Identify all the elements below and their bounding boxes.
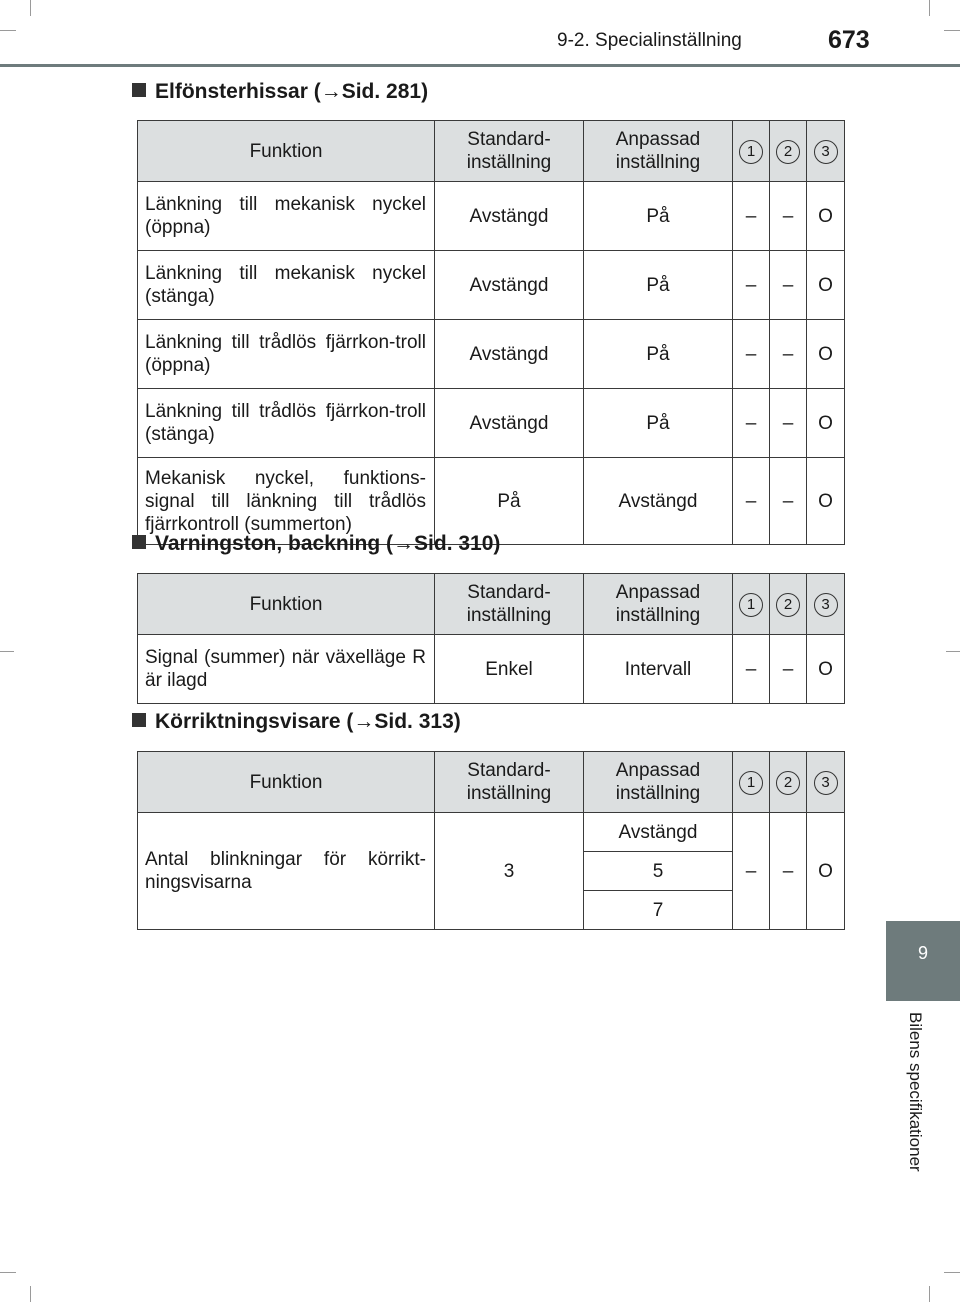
heading-text: Elfönsterhissar (→Sid. 281) — [155, 80, 429, 103]
col-3 — [807, 574, 845, 635]
cell-anpassad: På — [584, 182, 733, 251]
header-rule — [0, 64, 960, 67]
circled-number-3: 3 — [814, 593, 838, 617]
circled-number-2: 2 — [776, 140, 800, 164]
col-1 — [733, 752, 770, 813]
cell-funktion: Signal (summer) när växelläge R är ilagd — [138, 635, 435, 704]
cell-anpassad: På — [584, 389, 733, 458]
cell-anpassad: Intervall — [584, 635, 733, 704]
settings-table-varningston — [137, 573, 845, 704]
cell-2: – — [770, 251, 807, 320]
crop-mark — [30, 1286, 31, 1302]
cell-funktion: Antal blinkningar för körrikt-ningsvisarna — [138, 813, 435, 930]
crop-mark — [0, 30, 16, 31]
page-number: 673 — [828, 26, 870, 54]
cell-standard: Avstängd — [435, 320, 584, 389]
col-funktion: Funktion — [138, 574, 435, 635]
crop-mark — [944, 1272, 960, 1273]
cell-funktion: Länkning till mekanisk nyckel (stänga) — [138, 251, 435, 320]
cell-1: – — [733, 182, 770, 251]
cell-1: – — [733, 813, 770, 930]
col-anpassad: Anpassad inställning — [584, 121, 733, 182]
col-3 — [807, 752, 845, 813]
col-2 — [770, 574, 807, 635]
cell-standard: Avstängd — [435, 389, 584, 458]
settings-table-korriktningsvisare — [137, 751, 845, 930]
heading-text: Varningston, backning (→Sid. 310) — [155, 532, 501, 555]
cell-1: – — [733, 389, 770, 458]
chapter-tab — [886, 921, 960, 1001]
col-funktion: Funktion — [138, 752, 435, 813]
cell-anpassad-option: 5 — [584, 852, 733, 891]
table-header-row — [138, 752, 845, 813]
circled-number-1: 1 — [739, 593, 763, 617]
crop-mark — [929, 0, 930, 16]
table-header-row — [138, 574, 845, 635]
crop-mark — [30, 0, 31, 16]
section-heading-varningston — [132, 532, 500, 556]
heading-text: Körriktningsvisare (→Sid. 313) — [155, 710, 461, 733]
cell-1: – — [733, 635, 770, 704]
cell-anpassad: På — [584, 320, 733, 389]
cell-anpassad: Avstängd — [584, 458, 733, 545]
circled-number-3: 3 — [814, 771, 838, 795]
settings-table-elfonsterhissar — [137, 120, 845, 545]
bullet-square-icon — [132, 535, 146, 549]
table-row — [138, 813, 845, 852]
cell-2: – — [770, 635, 807, 704]
cell-3: O — [807, 389, 845, 458]
cell-3: O — [807, 320, 845, 389]
crop-mark — [0, 1272, 16, 1273]
table-row — [138, 182, 845, 251]
cell-standard: Avstängd — [435, 251, 584, 320]
crop-mark — [946, 651, 960, 652]
col-1 — [733, 121, 770, 182]
table-row — [138, 389, 845, 458]
cell-funktion: Länkning till mekanisk nyckel (öppna) — [138, 182, 435, 251]
cell-2: – — [770, 320, 807, 389]
chapter-label: Bilens specifikationer — [906, 1012, 925, 1172]
table-header-row — [138, 121, 845, 182]
circled-number-1: 1 — [739, 140, 763, 164]
cell-standard: På — [435, 458, 584, 545]
circled-number-1: 1 — [739, 771, 763, 795]
section-heading-korriktningsvisare — [132, 710, 461, 734]
cell-anpassad-option: 7 — [584, 891, 733, 930]
crop-mark — [0, 651, 14, 652]
cell-standard: Enkel — [435, 635, 584, 704]
cell-funktion: Länkning till trådlös fjärrkon-troll (stänga) — [138, 389, 435, 458]
col-standard: Standard- inställning — [435, 752, 584, 813]
circled-number-3: 3 — [814, 140, 838, 164]
cell-anpassad: På — [584, 251, 733, 320]
crop-mark — [944, 30, 960, 31]
section-heading-elfonsterhissar — [132, 80, 428, 104]
col-1 — [733, 574, 770, 635]
bullet-square-icon — [132, 713, 146, 727]
cell-2: – — [770, 813, 807, 930]
col-anpassad: Anpassad inställning — [584, 752, 733, 813]
table-row — [138, 635, 845, 704]
col-standard: Standard- inställning — [435, 121, 584, 182]
section-title: 9-2. Specialinställning — [557, 30, 742, 51]
circled-number-2: 2 — [776, 771, 800, 795]
cell-2: – — [770, 389, 807, 458]
cell-3: O — [807, 458, 845, 545]
bullet-square-icon — [132, 83, 146, 97]
cell-standard: Avstängd — [435, 182, 584, 251]
col-2 — [770, 121, 807, 182]
cell-3: O — [807, 813, 845, 930]
chapter-number: 9 — [917, 943, 928, 963]
crop-mark — [929, 1286, 930, 1302]
cell-funktion: Mekanisk nyckel, funktions-signal till länkning till trådlös fjärrkontroll (summerton) — [138, 458, 435, 545]
table-row — [138, 320, 845, 389]
col-standard: Standard- inställning — [435, 574, 584, 635]
cell-anpassad-option: Avstängd — [584, 813, 733, 852]
cell-1: – — [733, 458, 770, 545]
col-funktion: Funktion — [138, 121, 435, 182]
circled-number-2: 2 — [776, 593, 800, 617]
cell-3: O — [807, 251, 845, 320]
table-row — [138, 251, 845, 320]
cell-2: – — [770, 458, 807, 545]
cell-1: – — [733, 251, 770, 320]
cell-standard: 3 — [435, 813, 584, 930]
cell-funktion: Länkning till trådlös fjärrkon-troll (öppna) — [138, 320, 435, 389]
col-2 — [770, 752, 807, 813]
cell-3: O — [807, 182, 845, 251]
col-anpassad: Anpassad inställning — [584, 574, 733, 635]
cell-2: – — [770, 182, 807, 251]
cell-3: O — [807, 635, 845, 704]
cell-1: – — [733, 320, 770, 389]
col-3 — [807, 121, 845, 182]
